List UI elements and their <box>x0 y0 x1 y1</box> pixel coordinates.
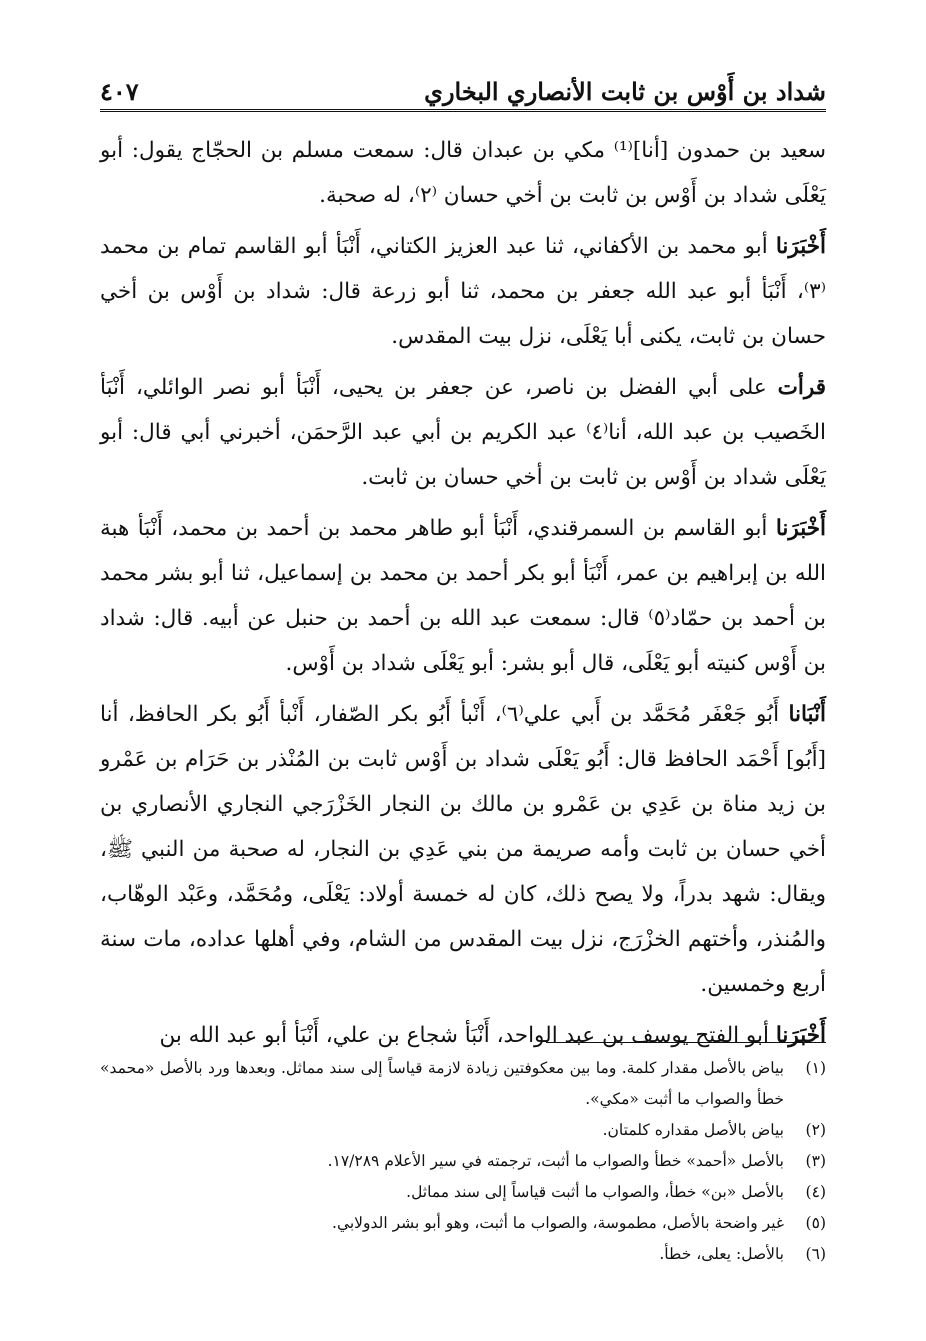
paragraph-lead: أَخْبَرَنا <box>775 234 826 259</box>
main-text <box>100 128 826 1064</box>
footnote-6 <box>100 1239 826 1270</box>
paragraph-1 <box>100 128 826 218</box>
paragraph-text: أبو محمد بن الأكفاني، ثنا عبد العزيز الكتاني، أَنْبَأ أبو القاسم تمام بن محمد ⁽٣⁾، أَنْبَأ أبو عبد الله جعفر بن محمد، ثنا أبو زرعة قال: شداد بن أَوْس بن أخي حسان بن ثابت، يكنى أبا يَعْلَى، نزل بيت المقدس. <box>100 234 826 349</box>
paragraph-6 <box>100 1013 826 1058</box>
footnote-2 <box>100 1115 826 1146</box>
footnote-number: (١) <box>805 1059 826 1077</box>
paragraph-2 <box>100 224 826 359</box>
page-header <box>100 66 826 106</box>
footnote-number: (٦) <box>805 1245 826 1263</box>
footnote-5 <box>100 1208 826 1239</box>
paragraph-3 <box>100 365 826 500</box>
paragraph-text: أبو الفتح يوسف بن عبد الواحد، أَنْبَأ شجاع بن علي، أَنْبَأ أبو عبد الله بن <box>159 1023 776 1048</box>
footnote-divider <box>546 1042 826 1043</box>
footnote-4 <box>100 1177 826 1208</box>
paragraph-text: أَبُو جَعْفَر مُحَمَّد بن أَبي علي⁽٦⁾، أَنْبأ أَبُو بكر الصّفار، أَنْبأ أَبُو بكر الحافظ، أنا [أَبُو] أَحْمَد الحافظ قال: أَبُو يَعْلَى شداد بن أَوْس ثابت بن المُنْذر بن حَرَام بن عَمْرو بن زيد مناة بن عَدِي بن عَمْرو بن مالك بن النجار الخَزْرَجي النجاري الأنصاري بن أخي حسان بن ثابت وأمه صريمة من بني عَدِي بن النجار، له صحبة من النبي ﷺ، ويقال: شهد بدراً، ولا يصح ذلك، كان له خمسة أولاد: يَعْلَى، ومُحَمَّد، وعَبْد الوهّاب، والمُنذر، وأختهم الخزْرَج، نزل بيت المقدس من الشام، وفي أهلها عداده، مات سنة أربع وخمسين. <box>100 702 826 997</box>
paragraph-lead: أَخْبَرَنا <box>775 516 826 541</box>
footnote-text: بياض بالأصل مقدار كلمة. وما بين معكوفتين زيادة لازمة قياساً إلى سند مماثل. وبعدها ورد بالأصل «محمد» خطأ والصواب ما أثبت «مكي». <box>100 1059 784 1108</box>
paragraph-lead: أَنْبَانا <box>788 702 826 727</box>
footnote-text: بالأصل «أحمد» خطأ والصواب ما أثبت، ترجمته في سير الأعلام ١٧/٢٨٩. <box>327 1152 784 1170</box>
paragraph-5 <box>100 692 826 1007</box>
footnote-text: بالأصل «بن» خطأ، والصواب ما أثبت قياساً إلى سند مماثل. <box>406 1183 784 1201</box>
footnote-text: بالأصل: يعلى، خطأ. <box>659 1245 784 1263</box>
footnote-text: بياض بالأصل مقداره كلمتان. <box>602 1121 784 1139</box>
paragraph-4 <box>100 506 826 686</box>
footnote-number: (٢) <box>805 1121 826 1139</box>
footnote-number: (٤) <box>805 1183 826 1201</box>
paragraph-text: أبو القاسم بن السمرقندي، أَنْبَأ أبو طاهر محمد بن أحمد بن محمد، أَنْبَأ هبة الله بن إبراهيم بن عمر، أَنْبَأ أبو بكر أحمد بن محمد بن إسماعيل، ثنا أبو بشر محمد بن أحمد بن حمّاد⁽٥⁾ قال: سمعت عبد الله بن أحمد بن حنبل عن أبيه. قال: شداد بن أَوْس كنيته أبو يَعْلَى، قال أبو بشر: أبو يَعْلَى شداد بن أَوْس. <box>100 516 826 676</box>
footnote-1 <box>100 1053 826 1115</box>
running-head: شداد بن أَوْس بن ثابت الأنصاري البخاري <box>424 77 826 106</box>
footnote-3 <box>100 1146 826 1177</box>
footnote-number: (٥) <box>805 1214 826 1232</box>
footnote-text: غير واضحة بالأصل، مطموسة، والصواب ما أثبت، وهو أبو بشر الدولابي. <box>332 1214 784 1232</box>
footnote-number: (٣) <box>805 1152 826 1170</box>
footnotes <box>100 1053 826 1270</box>
header-divider <box>100 109 826 112</box>
paragraph-text: على أبي الفضل بن ناصر، عن جعفر بن يحيى، أَنْبَأ أبو نصر الوائلي، أَنْبَأ الخَصيب بن عبد الله، أنا⁽٤⁾ عبد الكريم بن أبي عبد الرَّحمَن، أخبرني أبي قال: أبو يَعْلَى شداد بن أَوْس بن ثابت بن أخي حسان بن ثابت. <box>100 375 826 490</box>
paragraph-lead: قرأت <box>777 375 826 400</box>
paragraph-lead: أَخْبَرَنا <box>775 1023 826 1048</box>
page-number: ٤٠٧ <box>100 77 139 106</box>
paragraph-text: سعيد بن حمدون [أنا]⁽¹⁾ مكي بن عبدان قال: سمعت مسلم بن الحجّاج يقول: أبو يَعْلَى شداد بن أَوْس بن ثابت بن أخي حسان ⁽٢⁾، له صحبة. <box>100 138 826 208</box>
